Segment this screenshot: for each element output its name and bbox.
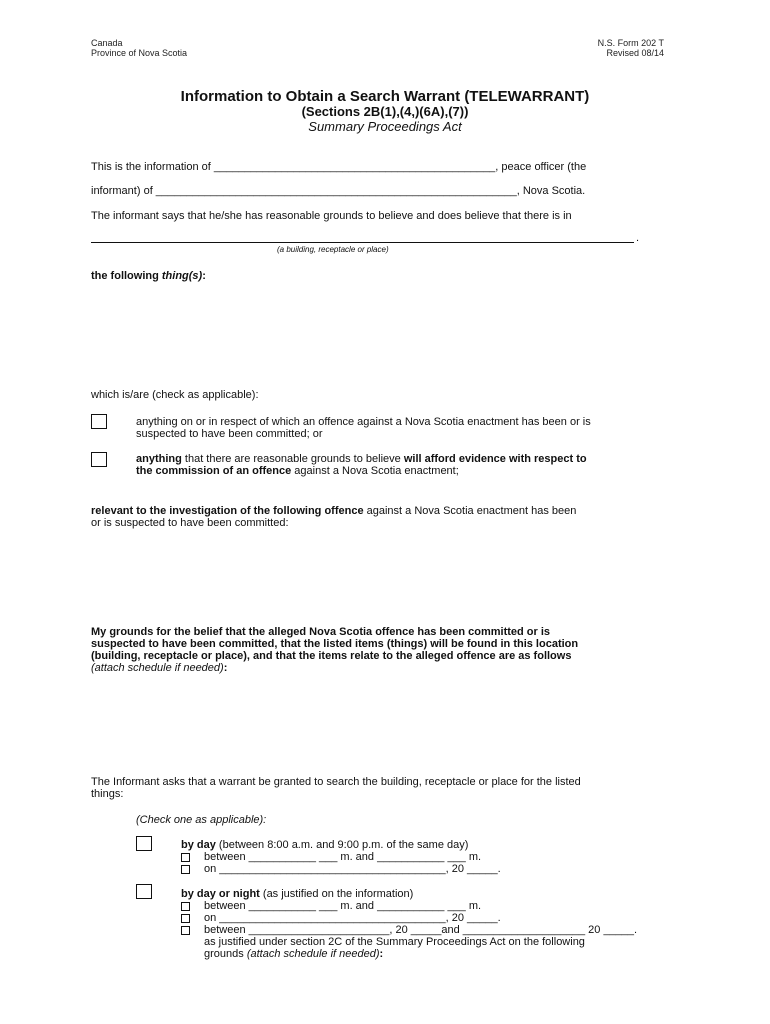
- option2-b3: the commission of an offence: [136, 465, 292, 477]
- night-grounds-colon: :: [379, 948, 384, 960]
- by-day-between-checkbox[interactable]: [181, 853, 190, 862]
- option2-b2: will afford evidence with respect to: [403, 453, 587, 465]
- option2-b1: anything: [136, 453, 182, 465]
- by-day-night-rest: (as justified on the information): [259, 888, 414, 900]
- option1-checkbox[interactable]: [91, 414, 107, 429]
- by-day-on-line[interactable]: on _____________________________________, 20 _____.: [204, 863, 501, 875]
- grounds-line1: My grounds for the belief that the alleged Nova Scotia offence has been committed or is: [91, 626, 551, 638]
- grounds-line2: suspected to have been committed, that the listed items (things) will be found in this location: [91, 638, 579, 650]
- option2-text: [136, 453, 587, 477]
- grounds-line4: [91, 662, 578, 674]
- form-title: Information to Obtain a Search Warrant (TELEWARRANT): [180, 88, 590, 105]
- relevant-bold: relevant to the investigation of the following offence: [91, 505, 364, 517]
- relevant-line1: [91, 505, 576, 517]
- night-justification: as justified under section 2C of the Summary Proceedings Act on the following: [204, 936, 585, 948]
- form-number: N.S. Form 202 T: [597, 38, 664, 48]
- grounds-paragraph: [91, 626, 578, 674]
- relevant-line2: or is suspected to have been committed:: [91, 517, 289, 529]
- things-suffix: :: [202, 270, 206, 282]
- check-one-note: (Check one as applicable):: [136, 814, 267, 826]
- place-caption: (a building, receptacle or place): [277, 245, 389, 254]
- informant-location-line[interactable]: informant) of ___________________________________________________________, Nova Scotia.: [91, 185, 586, 197]
- option1-line2: suspected to have been committed; or: [136, 428, 323, 440]
- asks-line1: The Informant asks that a warrant be granted to search the building, receptacle or place for the listed: [91, 776, 581, 788]
- informant-asks: [91, 776, 581, 800]
- night-on-line[interactable]: on _____________________________________, 20 _____.: [204, 912, 501, 924]
- by-day-or-night-checkbox[interactable]: [136, 884, 152, 899]
- grounds-schedule-note: (attach schedule if needed): [91, 662, 224, 674]
- check-intro: which is/are (check as applicable):: [91, 389, 259, 401]
- relevant-offence: [91, 505, 576, 529]
- relevant-rest: against a Nova Scotia enactment has been: [363, 505, 577, 517]
- by-day-label: [181, 839, 468, 851]
- by-day-on-checkbox[interactable]: [181, 865, 190, 874]
- night-range-checkbox[interactable]: [181, 926, 190, 935]
- option2-t1: that there are reasonable grounds to believe: [181, 453, 404, 465]
- act-name: Summary Proceedings Act: [308, 119, 462, 134]
- by-day-night-bold: by day or night: [181, 888, 260, 900]
- option2-checkbox[interactable]: [91, 452, 107, 467]
- night-between-checkbox[interactable]: [181, 902, 190, 911]
- option2-t2: against a Nova Scotia enactment;: [291, 465, 459, 477]
- things-heading: [91, 270, 206, 282]
- night-grounds-word: grounds: [204, 948, 247, 960]
- grounds-colon: :: [223, 662, 228, 674]
- header-province: Province of Nova Scotia: [91, 48, 188, 58]
- option1-line1: anything on or in respect of which an offence against a Nova Scotia enactment has been or is: [136, 416, 591, 428]
- header-left: [91, 38, 187, 58]
- things-prefix: the following: [91, 270, 162, 282]
- form-sections: (Sections 2B(1),(4,)(6A),(7)): [301, 104, 469, 119]
- night-on-checkbox[interactable]: [181, 914, 190, 923]
- header-right: [598, 38, 664, 58]
- night-between-line[interactable]: between ___________ ___ m. and ___________ ___ m.: [204, 900, 482, 912]
- informant-name-line[interactable]: This is the information of ______________________________________________, peace officer (the: [91, 161, 587, 173]
- grounds-line3: (building, receptacle or place), and that the items relate to the alleged offence are as follows: [91, 650, 572, 662]
- night-schedule-note: (attach schedule if needed): [246, 948, 380, 960]
- night-grounds-line: [204, 948, 383, 960]
- belief-statement: The informant says that he/she has reasonable grounds to believe and does believe that there is in: [91, 210, 572, 222]
- night-range-line[interactable]: between _______________________, 20 _____and ____________________ 20 _____.: [204, 924, 638, 936]
- asks-line2: things:: [91, 788, 124, 800]
- header-country: Canada: [91, 38, 123, 48]
- option1-text: [136, 416, 591, 440]
- things-emph: thing(s): [161, 270, 203, 282]
- revision-date: Revised 08/14: [606, 48, 664, 58]
- by-day-checkbox[interactable]: [136, 836, 152, 851]
- by-day-between-line[interactable]: between ___________ ___ m. and ___________ ___ m.: [204, 851, 482, 863]
- place-field[interactable]: [91, 230, 634, 243]
- option2-line2: [136, 465, 587, 477]
- option2-line1: [136, 453, 587, 465]
- by-day-rest: (between 8:00 a.m. and 9:00 p.m. of the same day): [215, 839, 469, 851]
- place-field-period: .: [636, 232, 640, 244]
- by-day-bold: by day: [181, 839, 216, 851]
- by-day-or-night-label: [181, 888, 413, 900]
